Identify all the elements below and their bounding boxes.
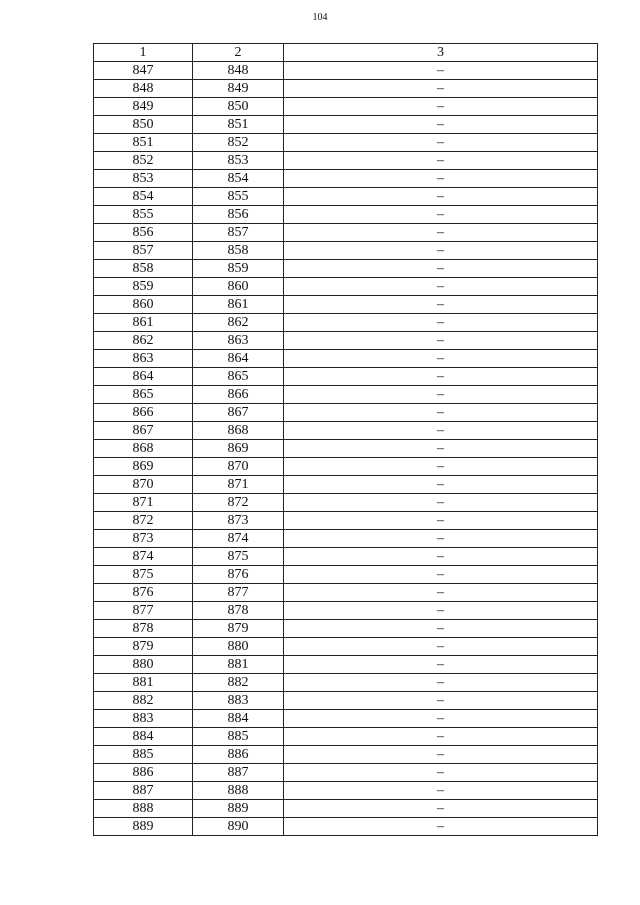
- table-cell-col3: –: [284, 656, 598, 674]
- table-cell-col1: 885: [94, 746, 193, 764]
- table-cell-col2: 870: [193, 458, 284, 476]
- data-table: [93, 43, 598, 836]
- table-cell-col3: –: [284, 62, 598, 80]
- table-cell-col3: –: [284, 494, 598, 512]
- table-cell-col2: 850: [193, 98, 284, 116]
- table-cell-col3: –: [284, 548, 598, 566]
- table-cell-col2: 854: [193, 170, 284, 188]
- table-cell-col3: –: [284, 332, 598, 350]
- table-cell-col1: 865: [94, 386, 193, 404]
- table-cell-col3: –: [284, 782, 598, 800]
- table-row: [94, 80, 598, 98]
- table-cell-col3: –: [284, 296, 598, 314]
- table-cell-col3: –: [284, 386, 598, 404]
- table-cell-col1: 863: [94, 350, 193, 368]
- table-cell-col1: 862: [94, 332, 193, 350]
- table-cell-col2: 859: [193, 260, 284, 278]
- table-row: [94, 422, 598, 440]
- table-cell-col1: 864: [94, 368, 193, 386]
- page-number: 104: [312, 12, 328, 23]
- table-cell-col2: 886: [193, 746, 284, 764]
- column-header-3: 3: [284, 44, 598, 62]
- table-cell-col2: 858: [193, 242, 284, 260]
- table-row: [94, 116, 598, 134]
- table-cell-col3: –: [284, 116, 598, 134]
- table-cell-col1: 859: [94, 278, 193, 296]
- table-row: [94, 206, 598, 224]
- table-cell-col1: 873: [94, 530, 193, 548]
- table-row: [94, 602, 598, 620]
- table-row: [94, 170, 598, 188]
- table-row: [94, 584, 598, 602]
- table-cell-col2: 851: [193, 116, 284, 134]
- table-cell-col3: –: [284, 98, 598, 116]
- table-row: [94, 332, 598, 350]
- table-row: [94, 62, 598, 80]
- table-cell-col2: 884: [193, 710, 284, 728]
- table-cell-col2: 878: [193, 602, 284, 620]
- table-cell-col3: –: [284, 638, 598, 656]
- table-cell-col3: –: [284, 530, 598, 548]
- table-cell-col2: 875: [193, 548, 284, 566]
- header-row: [94, 44, 598, 62]
- table-cell-col2: 872: [193, 494, 284, 512]
- table-cell-col1: 888: [94, 800, 193, 818]
- table-row: [94, 152, 598, 170]
- table-cell-col2: 863: [193, 332, 284, 350]
- table-row: [94, 692, 598, 710]
- table-cell-col1: 871: [94, 494, 193, 512]
- table-row: [94, 242, 598, 260]
- table-row: [94, 476, 598, 494]
- table-row: [94, 674, 598, 692]
- table-cell-col1: 875: [94, 566, 193, 584]
- table-row: [94, 656, 598, 674]
- table-row: [94, 548, 598, 566]
- table-cell-col2: 882: [193, 674, 284, 692]
- table-cell-col1: 878: [94, 620, 193, 638]
- table-cell-col1: 848: [94, 80, 193, 98]
- table-cell-col1: 886: [94, 764, 193, 782]
- table-cell-col1: 852: [94, 152, 193, 170]
- table-cell-col1: 883: [94, 710, 193, 728]
- table-cell-col3: –: [284, 692, 598, 710]
- table-cell-col1: 879: [94, 638, 193, 656]
- table-cell-col1: 850: [94, 116, 193, 134]
- table-row: [94, 458, 598, 476]
- table-row: [94, 98, 598, 116]
- table-cell-col3: –: [284, 728, 598, 746]
- table-cell-col3: –: [284, 206, 598, 224]
- table-cell-col2: 866: [193, 386, 284, 404]
- table-cell-col1: 857: [94, 242, 193, 260]
- table-cell-col1: 851: [94, 134, 193, 152]
- table-row: [94, 764, 598, 782]
- table-cell-col3: –: [284, 224, 598, 242]
- table-row: [94, 638, 598, 656]
- table-body: [94, 62, 598, 836]
- table-cell-col1: 880: [94, 656, 193, 674]
- table-cell-col2: 868: [193, 422, 284, 440]
- table-cell-col2: 848: [193, 62, 284, 80]
- table-cell-col1: 874: [94, 548, 193, 566]
- table-cell-col3: –: [284, 422, 598, 440]
- table-cell-col3: –: [284, 584, 598, 602]
- table-row: [94, 566, 598, 584]
- table-row: [94, 386, 598, 404]
- table-cell-col2: 888: [193, 782, 284, 800]
- table-cell-col2: 856: [193, 206, 284, 224]
- table-cell-col3: –: [284, 152, 598, 170]
- table-cell-col2: 865: [193, 368, 284, 386]
- table-cell-col2: 876: [193, 566, 284, 584]
- table-cell-col3: –: [284, 620, 598, 638]
- table-cell-col1: 861: [94, 314, 193, 332]
- table-row: [94, 512, 598, 530]
- table-cell-col3: –: [284, 368, 598, 386]
- table-cell-col3: –: [284, 674, 598, 692]
- table-row: [94, 800, 598, 818]
- table-cell-col1: 866: [94, 404, 193, 422]
- table-cell-col1: 872: [94, 512, 193, 530]
- table-cell-col2: 885: [193, 728, 284, 746]
- table-row: [94, 296, 598, 314]
- table-cell-col3: –: [284, 566, 598, 584]
- table-cell-col1: 882: [94, 692, 193, 710]
- table-row: [94, 782, 598, 800]
- table-cell-col1: 869: [94, 458, 193, 476]
- table-cell-col3: –: [284, 458, 598, 476]
- table-row: [94, 746, 598, 764]
- table-cell-col2: 852: [193, 134, 284, 152]
- table-cell-col2: 873: [193, 512, 284, 530]
- table-cell-col2: 860: [193, 278, 284, 296]
- table-cell-col2: 880: [193, 638, 284, 656]
- table-cell-col2: 853: [193, 152, 284, 170]
- table-row: [94, 440, 598, 458]
- table-cell-col3: –: [284, 800, 598, 818]
- table-cell-col1: 870: [94, 476, 193, 494]
- table-row: [94, 350, 598, 368]
- table-row: [94, 620, 598, 638]
- table-cell-col1: 853: [94, 170, 193, 188]
- table-row: [94, 818, 598, 836]
- table-cell-col2: 864: [193, 350, 284, 368]
- table-cell-col1: 847: [94, 62, 193, 80]
- table-row: [94, 134, 598, 152]
- table-cell-col3: –: [284, 278, 598, 296]
- table-cell-col1: 849: [94, 98, 193, 116]
- table-cell-col2: 887: [193, 764, 284, 782]
- table-cell-col3: –: [284, 260, 598, 278]
- column-header-1: 1: [94, 44, 193, 62]
- table-cell-col3: –: [284, 440, 598, 458]
- table-cell-col2: 874: [193, 530, 284, 548]
- table-cell-col1: 877: [94, 602, 193, 620]
- table-cell-col1: 887: [94, 782, 193, 800]
- column-header-2: 2: [193, 44, 284, 62]
- table-cell-col3: –: [284, 80, 598, 98]
- table-cell-col2: 867: [193, 404, 284, 422]
- table-header: [94, 44, 598, 62]
- table-cell-col2: 883: [193, 692, 284, 710]
- table-cell-col3: –: [284, 710, 598, 728]
- table-row: [94, 224, 598, 242]
- table-cell-col2: 849: [193, 80, 284, 98]
- table-cell-col3: –: [284, 242, 598, 260]
- table-cell-col2: 890: [193, 818, 284, 836]
- table-cell-col1: 855: [94, 206, 193, 224]
- table-cell-col2: 871: [193, 476, 284, 494]
- table-cell-col1: 868: [94, 440, 193, 458]
- table-cell-col3: –: [284, 404, 598, 422]
- table-cell-col3: –: [284, 746, 598, 764]
- table-cell-col3: –: [284, 764, 598, 782]
- table-cell-col2: 879: [193, 620, 284, 638]
- table-row: [94, 188, 598, 206]
- table-cell-col2: 889: [193, 800, 284, 818]
- table-cell-col3: –: [284, 170, 598, 188]
- table-cell-col2: 862: [193, 314, 284, 332]
- table-row: [94, 710, 598, 728]
- table-cell-col1: 854: [94, 188, 193, 206]
- table-cell-col3: –: [284, 188, 598, 206]
- table-cell-col1: 889: [94, 818, 193, 836]
- table-row: [94, 368, 598, 386]
- table-row: [94, 260, 598, 278]
- table-cell-col3: –: [284, 602, 598, 620]
- table-cell-col2: 855: [193, 188, 284, 206]
- table-row: [94, 728, 598, 746]
- table-cell-col1: 867: [94, 422, 193, 440]
- table-cell-col3: –: [284, 476, 598, 494]
- table-row: [94, 278, 598, 296]
- table-row: [94, 314, 598, 332]
- table-cell-col2: 861: [193, 296, 284, 314]
- table-row: [94, 530, 598, 548]
- table-cell-col3: –: [284, 314, 598, 332]
- table-row: [94, 494, 598, 512]
- table-cell-col3: –: [284, 134, 598, 152]
- table-cell-col1: 860: [94, 296, 193, 314]
- table-cell-col2: 857: [193, 224, 284, 242]
- table-cell-col2: 881: [193, 656, 284, 674]
- table-cell-col2: 869: [193, 440, 284, 458]
- table-cell-col1: 881: [94, 674, 193, 692]
- table-cell-col1: 856: [94, 224, 193, 242]
- table-cell-col3: –: [284, 818, 598, 836]
- table-cell-col2: 877: [193, 584, 284, 602]
- table-row: [94, 404, 598, 422]
- table-cell-col1: 858: [94, 260, 193, 278]
- table-cell-col3: –: [284, 512, 598, 530]
- table-cell-col1: 876: [94, 584, 193, 602]
- table-cell-col1: 884: [94, 728, 193, 746]
- table-cell-col3: –: [284, 350, 598, 368]
